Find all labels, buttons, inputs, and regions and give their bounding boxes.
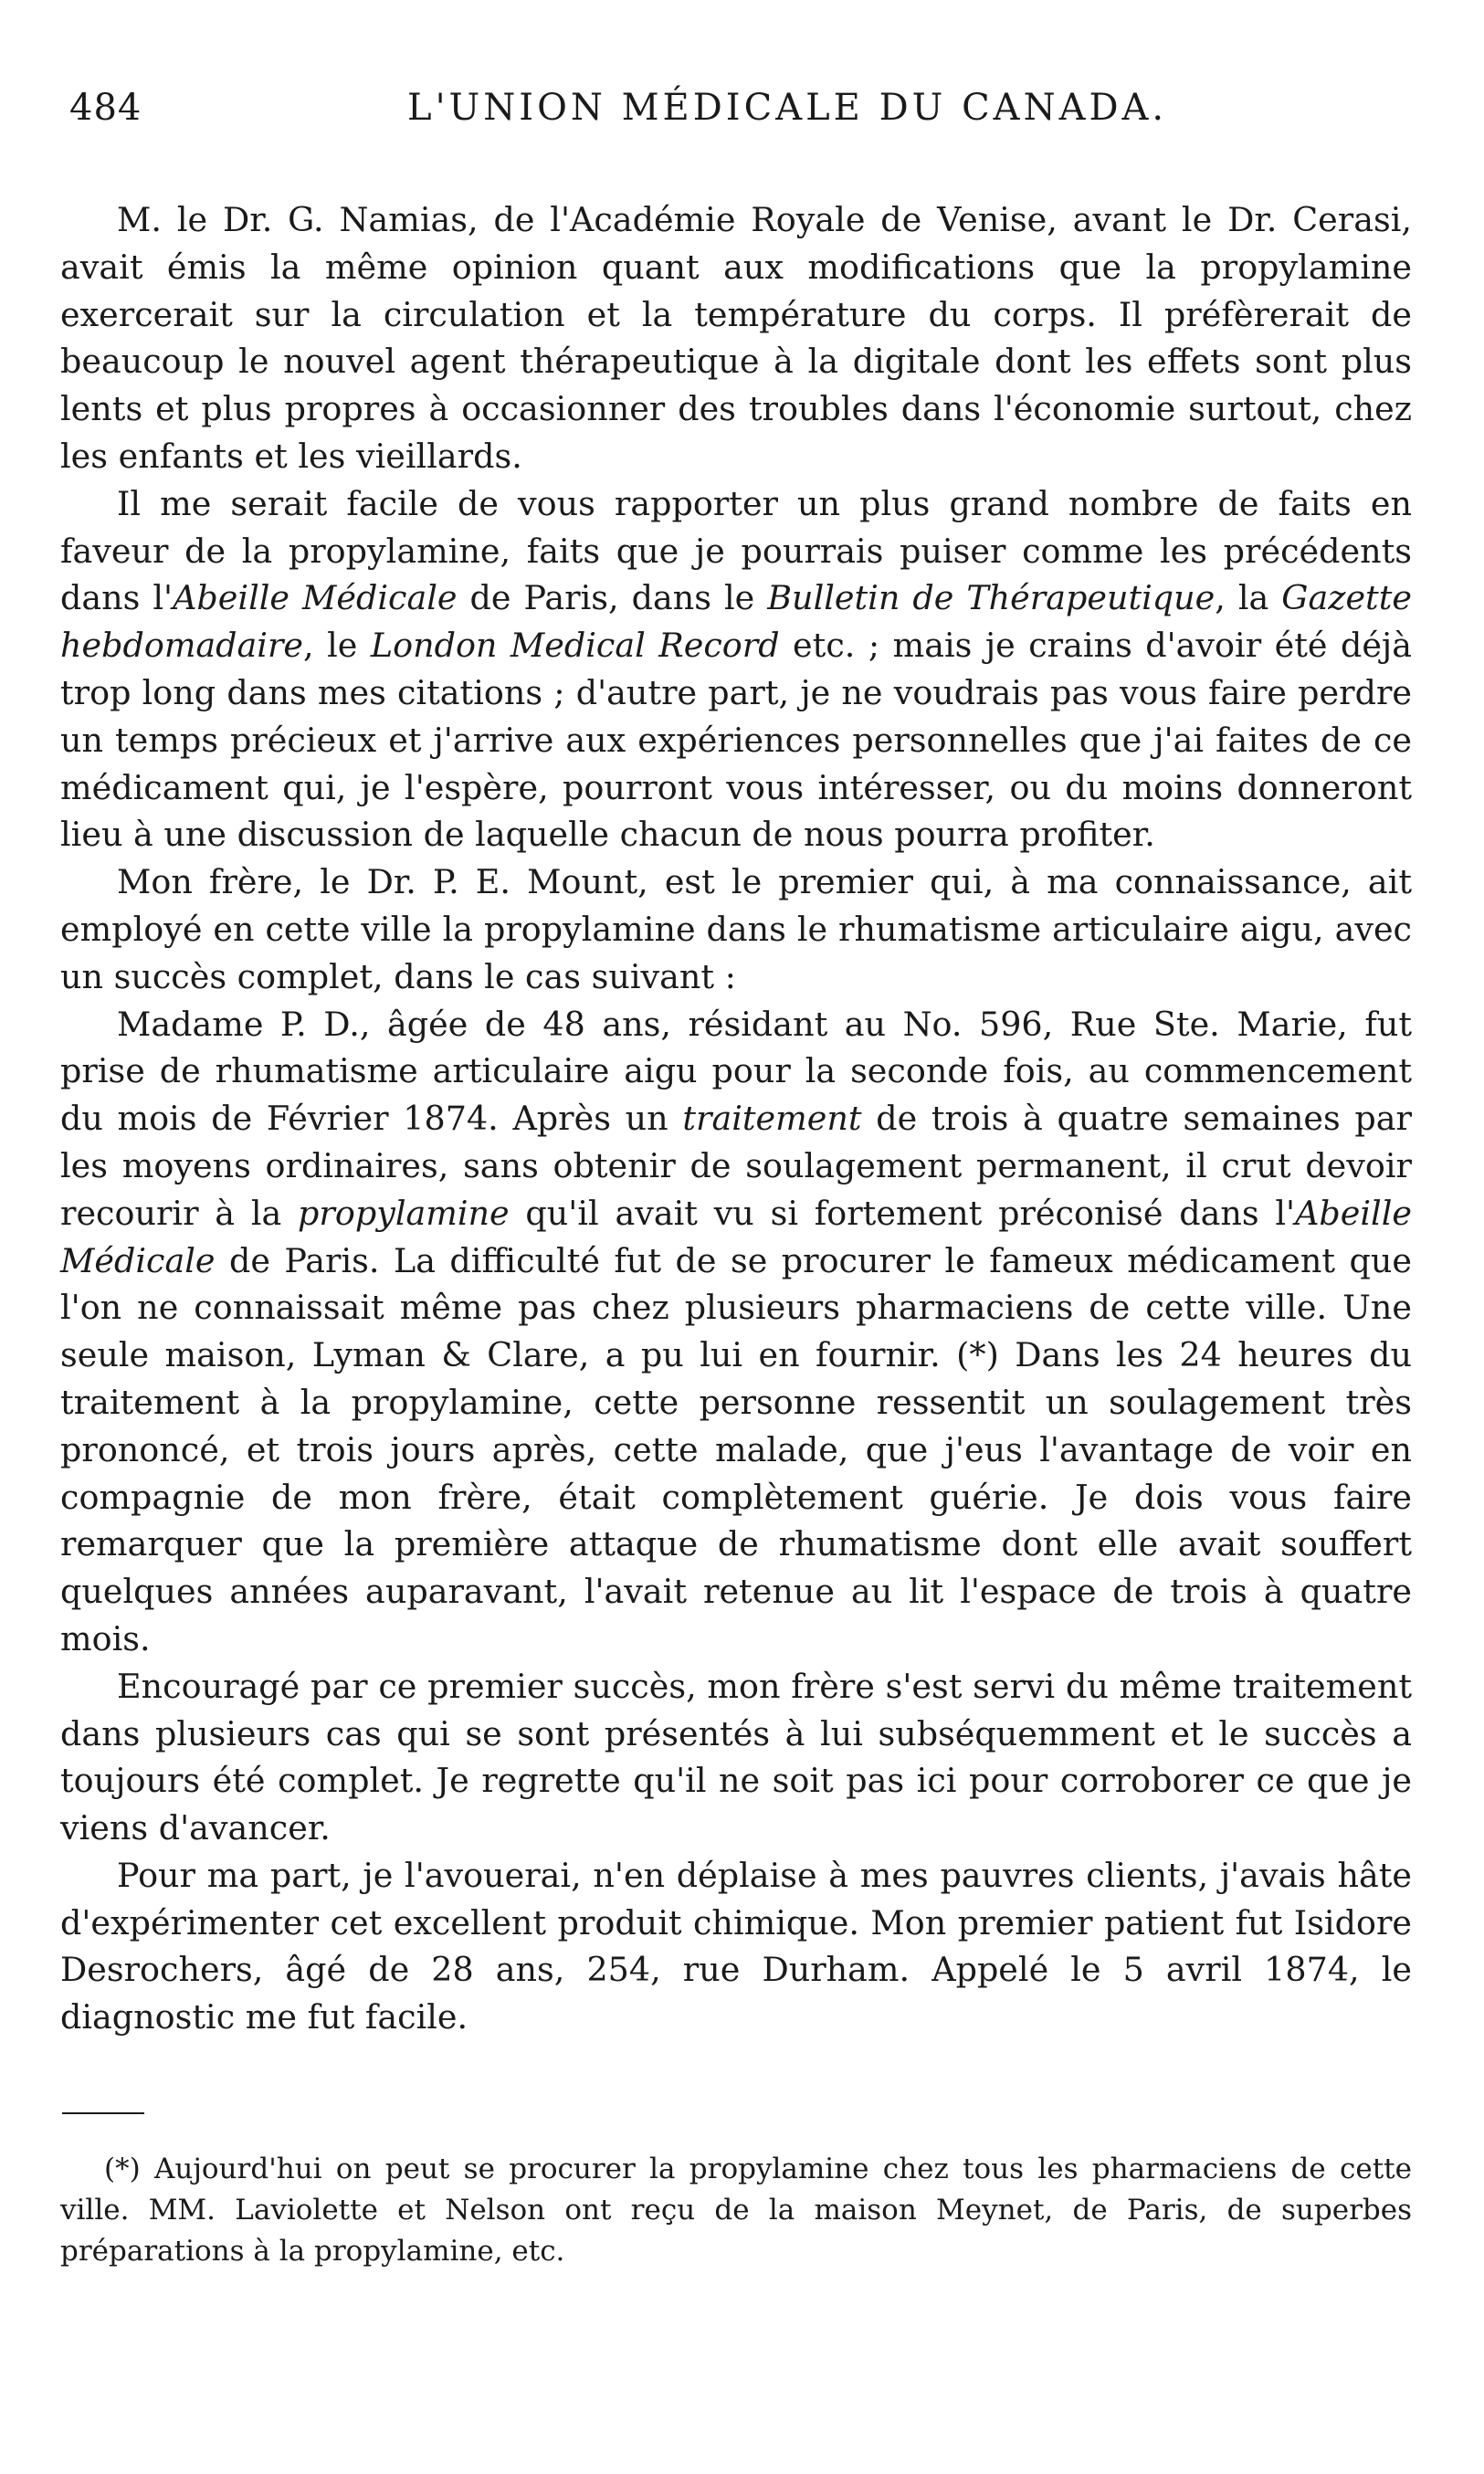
paragraph-p2 <box>60 480 1412 858</box>
text-run: , la <box>1215 578 1282 618</box>
text-run: Madame P. D., âgée de 48 ans, résidant au No. 596, Rue Ste. Marie, fut prise de rhumatisme articulaire aigu pour la seconde fois, au commencement du mois de Février 1874. Après un <box>60 1004 1412 1139</box>
italic-text: Gazette hebdomadaire <box>60 578 1412 666</box>
italic-text: London Medical Record <box>370 626 780 666</box>
text-run: qu'il avait vu si fortement préconisé dans l' <box>509 1193 1296 1233</box>
text-run: Encouragé par ce premier succès, mon frère s'est servi du même traitement dans plusieurs cas qui se sont présentés à lui subséquemment et le succès a toujours été complet. Je regrette qu'il ne soit pas ici pour corroborer ce que je viens d'avancer. <box>60 1666 1412 1848</box>
text-run: , le <box>303 626 371 666</box>
page-header <box>60 87 1412 142</box>
text-run: M. le Dr. G. Namias, de l'Académie Royale de Venise, avant le Dr. Cerasi, avait émis la même opinion quant aux modifications que la propylamine exercerait sur la circulation et la température du corps. Il préfèrerait de beaucoup le nouvel agent thérapeutique à la digitale dont les effets sont plus lents et plus propres à occasionner des troubles dans l'économie surtout, chez les enfants et les vieillards. <box>60 200 1412 476</box>
text-run: Mon frère, le Dr. P. E. Mount, est le premier qui, à ma connaissance, ait employé en cette ville la propylamine dans le rhumatisme articulaire aigu, avec un succès complet, dans le cas suivant : <box>60 862 1412 996</box>
footnote: (*) Aujourd'hui on peut se procurer la propylamine chez tous les pharmaciens de cette ville. MM. Laviolette et Nelson ont reçu de la maison Meynet, de Paris, de superbes préparations à la propylamine, etc. <box>60 2153 1412 2269</box>
paragraph-p5 <box>60 1663 1412 1852</box>
italic-text: Abeille Médicale <box>173 578 458 618</box>
text-run: etc. ; mais je crains d'avoir été déjà trop long dans mes citations ; d'autre part, je ne voudrais pas vous faire perdre un temps précieux et j'arrive aux expériences personnelles que j'ai faites de ce médicament qui, je l'espère, pourront vous intéresser, ou du moins donneront lieu à une discussion de laquelle chacun de nous pourra profiter. <box>60 626 1412 855</box>
italic-text: propylamine <box>298 1193 510 1233</box>
document-page <box>60 87 1412 2300</box>
text-run: de Paris, dans le <box>457 578 768 618</box>
paragraph-p1 <box>60 196 1412 480</box>
paragraph-p6 <box>60 1852 1412 2041</box>
text-run: de Paris. La difficulté fut de se procurer le fameux médicament que l'on ne connaissait même pas chez plusieurs pharmaciens de cette ville. Une seule maison, Lyman & Clare, a pu lui en fournir. (*) Dans les 24 heures du traitement à la propylamine, cette personne ressentit un soulagement très prononcé, et trois jours après, cette malade, que j'eus l'avantage de voir en compagnie de mon frère, était complètement guérie. Je dois vous faire remarquer que la première attaque de rhumatisme dont elle avait souffert quelques années auparavant, l'avait retenue au lit l'espace de trois à quatre mois. <box>60 1240 1412 1658</box>
paragraph-p4 <box>60 1001 1412 1663</box>
text-run: de trois à quatre semaines par les moyens ordinaires, sans obtenir de soulagement permanent, il crut devoir recourir à la <box>60 1099 1412 1233</box>
running-title: L'UNION MÉDICALE DU CANADA. <box>407 87 1168 129</box>
text-run: Pour ma part, je l'avouerai, n'en déplaise à mes pauvres clients, j'avais hâte d'expérimenter cet excellent produit chimique. Mon premier patient fut Isidore Desrochers, âgé de 28 ans, 254, rue Durham. Appelé le 5 avril 1874, le diagnostic me fut facile. <box>60 1855 1412 2037</box>
italic-text: traitement <box>682 1099 862 1139</box>
article-body <box>60 196 1412 2041</box>
paragraph-p3 <box>60 858 1412 1000</box>
text-run: Il me serait facile de vous rapporter un plus grand nombre de faits en faveur de la propylamine, faits que je pourrais puiser comme les précédents dans l' <box>60 483 1412 618</box>
footnote-divider <box>62 2112 144 2114</box>
page-number: 484 <box>69 87 142 129</box>
italic-text: Bulletin de Thérapeutique <box>767 578 1216 618</box>
italic-text: Abeille Médicale <box>60 1193 1413 1280</box>
